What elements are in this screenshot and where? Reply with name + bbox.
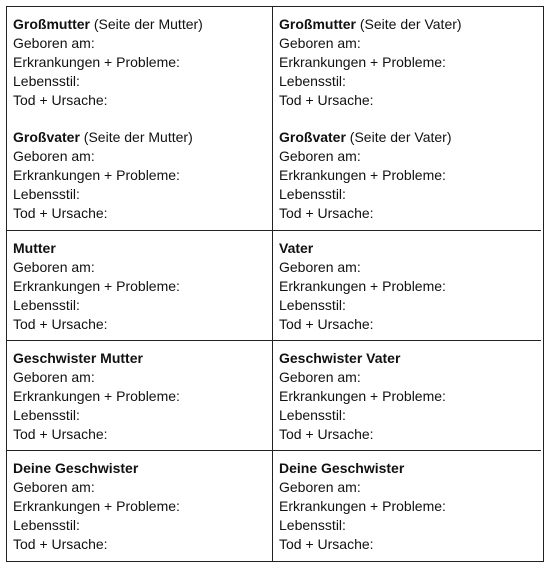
block-siblings-father [279,349,535,444]
block-grandfather-father-side [279,128,535,223]
field-lifestyle: Lebensstil: [13,407,80,423]
field-lifestyle: Lebensstil: [13,297,80,313]
field-lifestyle: Lebensstil: [279,407,346,423]
cell-mother [7,231,273,341]
field-death: Tod + Ursache: [279,536,374,552]
block-title: Deine Geschwister [13,460,139,476]
family-history-table [6,6,544,562]
block-mother [13,239,266,334]
block-own-siblings-left [13,459,266,554]
field-death: Tod + Ursache: [13,536,108,552]
block-note: (Seite der Mutter) [79,129,193,145]
field-illness: Erkrankungen + Probleme: [279,54,446,70]
field-born: Geboren am: [13,35,95,51]
block-title: Großmutter [279,16,356,32]
block-title: Geschwister Mutter [13,350,143,366]
field-death: Tod + Ursache: [279,92,374,108]
field-death: Tod + Ursache: [13,426,108,442]
field-death: Tod + Ursache: [279,426,374,442]
field-born: Geboren am: [13,479,95,495]
field-lifestyle: Lebensstil: [279,297,346,313]
block-note: (Seite der Mutter) [90,16,203,32]
field-born: Geboren am: [13,369,95,385]
field-lifestyle: Lebensstil: [279,73,346,89]
cell-father [273,231,541,341]
field-death: Tod + Ursache: [279,316,374,332]
block-title: Vater [279,240,314,256]
field-born: Geboren am: [279,35,361,51]
field-born: Geboren am: [279,148,361,164]
block-grandmother-mother-side [13,15,266,110]
field-lifestyle: Lebensstil: [279,517,346,533]
block-title: Mutter [13,240,56,256]
block-note: (Seite der Vater) [345,129,452,145]
field-illness: Erkrankungen + Probleme: [279,388,446,404]
cell-own-siblings-right [273,451,541,561]
field-lifestyle: Lebensstil: [13,186,80,202]
cell-siblings-mother [7,341,273,451]
field-death: Tod + Ursache: [13,92,108,108]
block-grandmother-father-side [279,15,535,110]
cell-grandparents-mother-side [7,7,273,231]
block-grandfather-mother-side [13,128,266,223]
block-own-siblings-right [279,459,535,554]
block-note: (Seite der Vater) [356,16,462,32]
field-lifestyle: Lebensstil: [13,517,80,533]
field-illness: Erkrankungen + Probleme: [279,498,446,514]
block-siblings-mother [13,349,266,444]
field-lifestyle: Lebensstil: [13,73,80,89]
block-title: Großvater [13,129,80,145]
field-illness: Erkrankungen + Probleme: [279,278,446,294]
field-illness: Erkrankungen + Probleme: [13,278,180,294]
field-illness: Erkrankungen + Probleme: [13,388,180,404]
block-father [279,239,535,334]
field-born: Geboren am: [279,369,361,385]
cell-own-siblings-left [7,451,273,561]
field-born: Geboren am: [279,479,361,495]
field-illness: Erkrankungen + Probleme: [13,167,180,183]
block-title: Großmutter [13,16,90,32]
block-title: Deine Geschwister [279,460,405,476]
field-born: Geboren am: [13,259,95,275]
field-death: Tod + Ursache: [13,316,108,332]
cell-siblings-father [273,341,541,451]
cell-grandparents-father-side [273,7,541,231]
block-title: Geschwister Vater [279,350,401,366]
block-title: Großvater [279,129,346,145]
field-born: Geboren am: [13,148,95,164]
field-illness: Erkrankungen + Probleme: [279,167,446,183]
field-death: Tod + Ursache: [279,205,374,221]
field-illness: Erkrankungen + Probleme: [13,498,180,514]
field-illness: Erkrankungen + Probleme: [13,54,180,70]
block-heading [13,128,266,147]
field-born: Geboren am: [279,259,361,275]
block-heading [279,15,535,34]
block-heading [279,128,535,147]
block-heading [13,15,266,34]
field-death: Tod + Ursache: [13,205,108,221]
field-lifestyle: Lebensstil: [279,186,346,202]
